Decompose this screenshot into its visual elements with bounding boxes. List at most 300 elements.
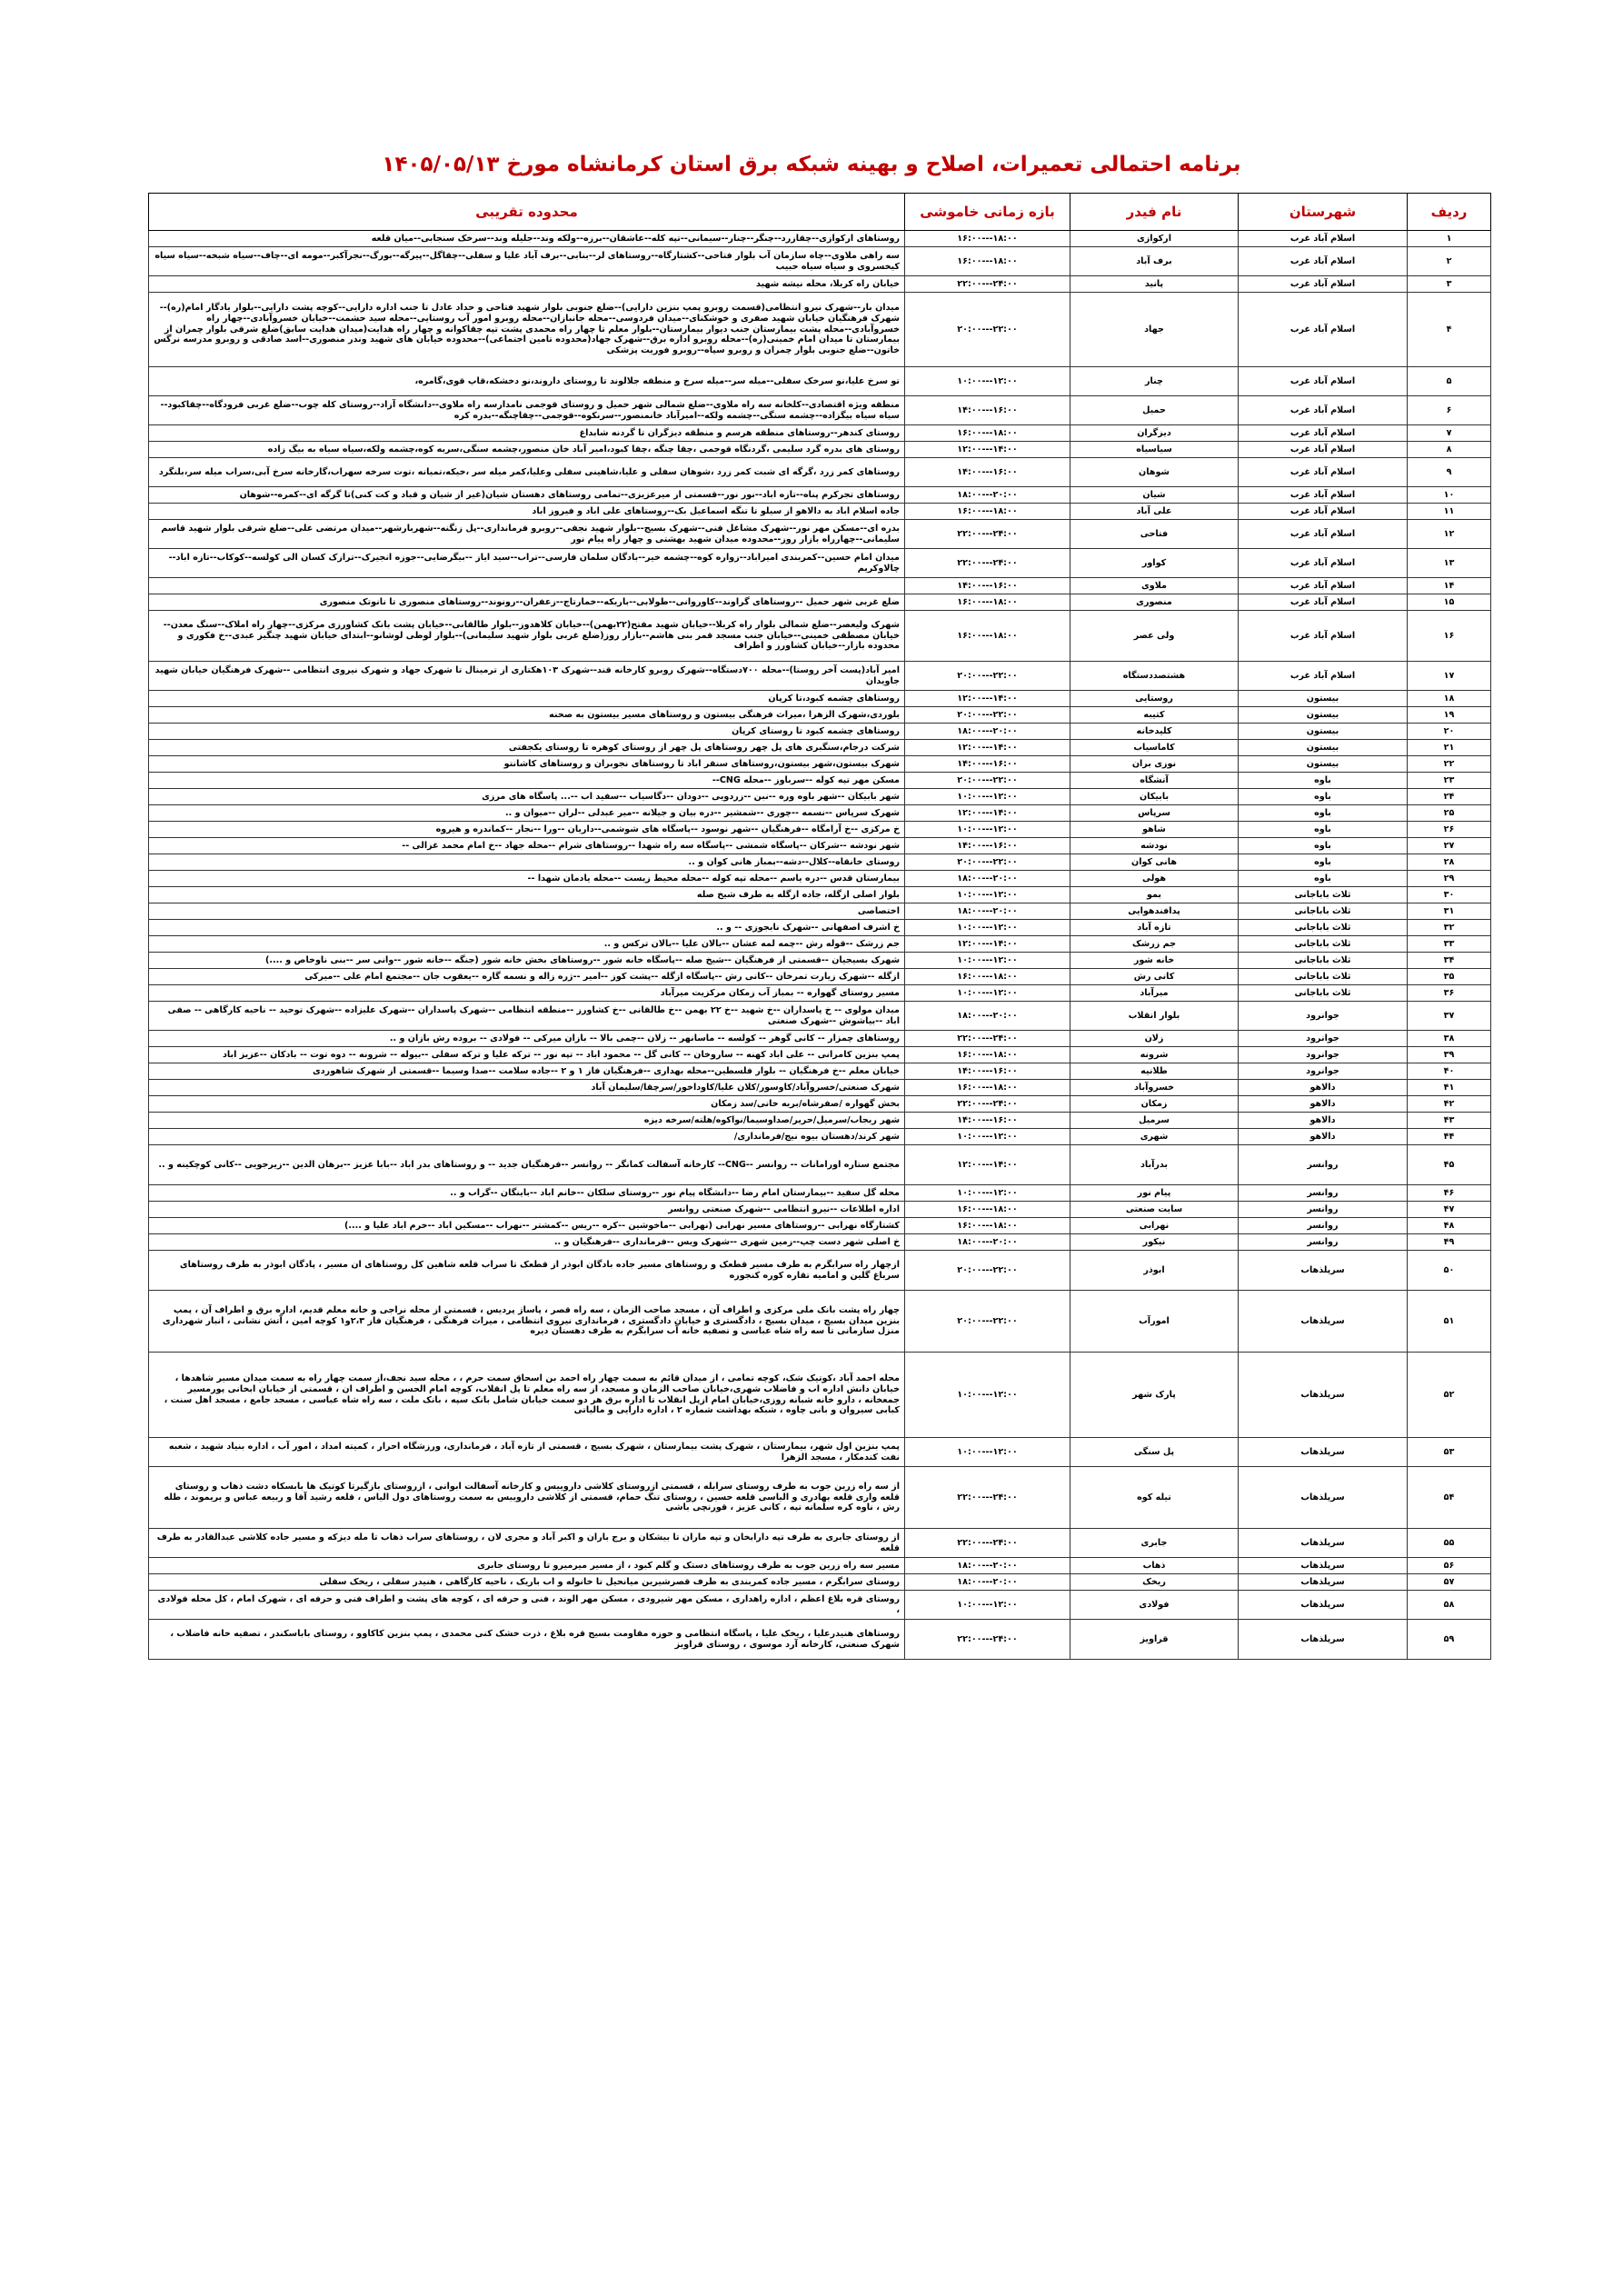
- city-cell: سرپلذهاب: [1239, 1438, 1408, 1467]
- table-row: [149, 1558, 1491, 1574]
- time-range-cell: ۱۰:۰۰---۱۲:۰۰: [905, 1185, 1070, 1202]
- time-range-cell: ۱۴:۰۰---۱۶:۰۰: [905, 838, 1070, 854]
- row-number-cell: ۲۳: [1408, 773, 1491, 789]
- area-cell: بدره ای--مسکن مهر نور--شهرک مشاغل فنی--شهرک بسیج--بلوار شهید نجفی--روبرو فرمانداری--پل زنگنه--شهربارشهر--میدان مرتضی علی--ضلع شرقی بلوار شهید قاسم سلیمانی--چهارراه بازار روز--محدوده میدان شهید بهشتی و چهار راه پیام نور: [149, 520, 905, 549]
- city-cell: روانسر: [1239, 1218, 1408, 1234]
- feeder-cell: دیزگران: [1070, 425, 1239, 442]
- table-row: [149, 396, 1491, 425]
- feeder-cell: کتیبه: [1070, 707, 1239, 724]
- feeder-cell: پانید: [1070, 276, 1239, 293]
- table-row: [149, 549, 1491, 578]
- table-header-row: [149, 194, 1491, 231]
- table-row: [149, 903, 1491, 920]
- city-cell: اسلام آباد غرب: [1239, 276, 1408, 293]
- city-cell: باوه: [1239, 854, 1408, 871]
- header-city: شهرستان: [1239, 194, 1408, 231]
- header-row-number: ردیف: [1408, 194, 1491, 231]
- table-row: [149, 594, 1491, 611]
- table-row: [149, 936, 1491, 953]
- time-range-cell: ۱۸:۰۰---۲۰:۰۰: [905, 1002, 1070, 1031]
- time-range-cell: ۱۸:۰۰---۲۰:۰۰: [905, 724, 1070, 740]
- area-cell: محله گل سفید --بیمارستان امام رضا --دانشگاه پیام نور --روستای سلکان --خانم اباد --باینگان --گراب و ..: [149, 1185, 905, 1202]
- city-cell: جوانرود: [1239, 1002, 1408, 1031]
- feeder-cell: کاماسیاب: [1070, 740, 1239, 756]
- feeder-cell: علی آباد: [1070, 504, 1239, 520]
- area-cell: شهرک سرپاس --نسمه --چوری --شمشیر --دره بیان و جیلانه --میر عبدلی --لران --میوان و ..: [149, 805, 905, 822]
- feeder-cell: سرمیل: [1070, 1113, 1239, 1129]
- row-number-cell: ۴۵: [1408, 1145, 1491, 1185]
- area-cell: بیمارستان قدس --دره یاسم --محله تپه کوله --محله محیط زیست --محله یادمان شهدا --: [149, 871, 905, 887]
- time-range-cell: ۱۰:۰۰---۱۲:۰۰: [905, 953, 1070, 969]
- row-number-cell: ۶: [1408, 396, 1491, 425]
- table-row: [149, 1129, 1491, 1145]
- row-number-cell: ۳: [1408, 276, 1491, 293]
- header-feeder: نام فیدر: [1070, 194, 1239, 231]
- city-cell: جوانرود: [1239, 1063, 1408, 1080]
- row-number-cell: ۳۳: [1408, 936, 1491, 953]
- city-cell: روانسر: [1239, 1145, 1408, 1185]
- feeder-cell: کلیدخانه: [1070, 724, 1239, 740]
- row-number-cell: ۳۰: [1408, 887, 1491, 903]
- table-row: [149, 969, 1491, 985]
- feeder-cell: زمکان: [1070, 1096, 1239, 1113]
- city-cell: اسلام آباد غرب: [1239, 504, 1408, 520]
- city-cell: روانسر: [1239, 1202, 1408, 1218]
- time-range-cell: ۱۴:۰۰---۱۶:۰۰: [905, 578, 1070, 594]
- city-cell: باوه: [1239, 838, 1408, 854]
- time-range-cell: ۱۰:۰۰---۱۲:۰۰: [905, 367, 1070, 396]
- city-cell: اسلام آباد غرب: [1239, 367, 1408, 396]
- table-row: [149, 1234, 1491, 1251]
- table-row: [149, 1080, 1491, 1096]
- feeder-cell: آتشگاه: [1070, 773, 1239, 789]
- table-row: [149, 611, 1491, 662]
- table-row: [149, 1218, 1491, 1234]
- feeder-cell: سایت صنعتی: [1070, 1202, 1239, 1218]
- city-cell: جوانرود: [1239, 1031, 1408, 1047]
- table-row: [149, 854, 1491, 871]
- feeder-cell: شاهو: [1070, 822, 1239, 838]
- feeder-cell: بمو: [1070, 887, 1239, 903]
- table-row: [149, 953, 1491, 969]
- feeder-cell: قراویز: [1070, 1620, 1239, 1660]
- time-range-cell: ۲۲:۰۰---۲۴:۰۰: [905, 1529, 1070, 1558]
- city-cell: اسلام آباد غرب: [1239, 611, 1408, 662]
- row-number-cell: ۵۶: [1408, 1558, 1491, 1574]
- table-row: [149, 1438, 1491, 1467]
- feeder-cell: سیاسیاه: [1070, 442, 1239, 458]
- time-range-cell: ۱۰:۰۰---۱۲:۰۰: [905, 822, 1070, 838]
- table-row: [149, 293, 1491, 367]
- time-range-cell: ۲۲:۰۰---۲۴:۰۰: [905, 1467, 1070, 1529]
- row-number-cell: ۵: [1408, 367, 1491, 396]
- row-number-cell: ۹: [1408, 458, 1491, 487]
- table-row: [149, 740, 1491, 756]
- time-range-cell: ۱۸:۰۰---۲۰:۰۰: [905, 1574, 1070, 1591]
- time-range-cell: ۱۴:۰۰---۱۶:۰۰: [905, 396, 1070, 425]
- time-range-cell: ۱۶:۰۰---۱۸:۰۰: [905, 611, 1070, 662]
- area-cell: روستاهای چمزار -- کانی گوهر -- کولسه -- ماسانهر -- زلان --چمی بالا -- بازان میرکی -- فولادی -- بروده رش بازان و ..: [149, 1031, 905, 1047]
- area-cell: کشتارگاه نهرابی --روستاهای مسیر نهرابی (نهرابی --ماخوشین --کره --ریس --کمشتر --نهراب --مسکین اباد --خرم اباد علیا و ....): [149, 1218, 905, 1234]
- table-row: [149, 1113, 1491, 1129]
- table-row: [149, 367, 1491, 396]
- feeder-cell: بابیکان: [1070, 789, 1239, 805]
- city-cell: باوه: [1239, 805, 1408, 822]
- table-row: [149, 822, 1491, 838]
- row-number-cell: ۴۴: [1408, 1129, 1491, 1145]
- table-row: [149, 1251, 1491, 1291]
- table-row: [149, 1467, 1491, 1529]
- city-cell: ثلاث باباجانی: [1239, 903, 1408, 920]
- feeder-cell: فولادی: [1070, 1591, 1239, 1620]
- feeder-cell: بلوار انقلاب: [1070, 1002, 1239, 1031]
- feeder-cell: کواور: [1070, 549, 1239, 578]
- row-number-cell: ۳۱: [1408, 903, 1491, 920]
- area-cell: ازچهار راه سرابگرم به طرف مسیر قطعک و روستاهای مسیر جاده بادگان ابوذر از قطعک تا سراب قلعه شاهین کل روستاهای ان مسیر ، پادگان ابوذر به طرف روستاهای سرباغ گلین و امامیه تقاره کوره کنجوره: [149, 1251, 905, 1291]
- feeder-cell: نیکور: [1070, 1234, 1239, 1251]
- table-row: [149, 756, 1491, 773]
- city-cell: ثلاث باباجانی: [1239, 936, 1408, 953]
- table-row: [149, 425, 1491, 442]
- area-cell: ضلع غربی شهر حمیل --روستاهای گراوند--کاوروانی--طولابی--باریکه--خمارتاج--زعفران--رونوند--روستاهای منصوری تا نانوتک منصوری: [149, 594, 905, 611]
- row-number-cell: ۵۷: [1408, 1574, 1491, 1591]
- row-number-cell: ۲۷: [1408, 838, 1491, 854]
- row-number-cell: ۴۸: [1408, 1218, 1491, 1234]
- table-row: [149, 1185, 1491, 1202]
- time-range-cell: ۱۶:۰۰---۱۸:۰۰: [905, 594, 1070, 611]
- table-row: [149, 1096, 1491, 1113]
- city-cell: جوانرود: [1239, 1047, 1408, 1063]
- feeder-cell: هانی کوان: [1070, 854, 1239, 871]
- area-cell: مسیر روستای گهواره -- بمباز آب زمکان مرکزیت میرآباد: [149, 985, 905, 1002]
- feeder-cell: تیله کوه: [1070, 1467, 1239, 1529]
- area-cell: اختصاصی: [149, 903, 905, 920]
- table-row: [149, 805, 1491, 822]
- time-range-cell: ۱۰:۰۰---۱۲:۰۰: [905, 1353, 1070, 1438]
- city-cell: باوه: [1239, 789, 1408, 805]
- row-number-cell: ۵۰: [1408, 1251, 1491, 1291]
- time-range-cell: ۲۰:۰۰---۲۲:۰۰: [905, 662, 1070, 691]
- row-number-cell: ۲: [1408, 247, 1491, 276]
- row-number-cell: ۵۱: [1408, 1291, 1491, 1353]
- feeder-cell: هشتصددستگاه: [1070, 662, 1239, 691]
- row-number-cell: ۳۹: [1408, 1047, 1491, 1063]
- area-cell: روستای قره بلاغ اعظم ، اداره راهداری ، مسکن مهر شیرودی ، مسکن مهر الوند ، فنی و حرفه ای ، کوچه های پشت و اطراف فنی و حرفه ای ، شهرک امام ، کل محله فولادی ،: [149, 1591, 905, 1620]
- table-row: [149, 1291, 1491, 1353]
- feeder-cell: جابری: [1070, 1529, 1239, 1558]
- area-cell: از روستای جابری به طرف تپه دارابخان و تپه ماران تا بیشکان و برج باران و اکبر آباد و مجری لان ، روستاهای سراب ذهاب تا مله دیزکه و مسیر جاده کلاشی عبدالقادر به طرف قلعه: [149, 1529, 905, 1558]
- time-range-cell: ۱۲:۰۰---۱۴:۰۰: [905, 1145, 1070, 1185]
- city-cell: بیستون: [1239, 707, 1408, 724]
- area-cell: از سه راه زرین جوب به طرف روستای سرابله ، قسمتی ازروستای کلاشی داروییس و کارخانه آسفالت ابوانی ، ازروستای بازگیرتا کوتیک ها بابسکاه دشت ذهاب و روستای قلعه واری قلعه بهادری و الیاسی قلعه حسین ، روستای تنگ حمام، قسمتی از کلاشی داروییس به سمت روستاهای دول الیاس ، قلعه رشید آقا و ربیعه عباس و بریموند ، طله رش ، ناوه کره سلمانه تپه ، کانی عزیز ، قورنچی باشی: [149, 1467, 905, 1529]
- feeder-cell: نهرابی: [1070, 1218, 1239, 1234]
- row-number-cell: ۵۳: [1408, 1438, 1491, 1467]
- row-number-cell: ۸: [1408, 442, 1491, 458]
- table-row: [149, 887, 1491, 903]
- table-row: [149, 247, 1491, 276]
- time-range-cell: ۲۰:۰۰---۲۲:۰۰: [905, 707, 1070, 724]
- time-range-cell: ۱۰:۰۰---۱۲:۰۰: [905, 887, 1070, 903]
- feeder-cell: ابوذر: [1070, 1251, 1239, 1291]
- city-cell: اسلام آباد غرب: [1239, 458, 1408, 487]
- feeder-cell: ارکوازی: [1070, 231, 1239, 247]
- time-range-cell: ۱۶:۰۰---۱۸:۰۰: [905, 969, 1070, 985]
- area-cell: روستاهای تجرکرم پناه--تازه اباد--نور نور--قسمتی از میرعزیزی--تمامی روستاهای دهستان شیان(غیر از شیان و قباد و کت کنی)تا گرگه ای--کمره--شوهان: [149, 487, 905, 504]
- time-range-cell: ۱۸:۰۰---۲۰:۰۰: [905, 903, 1070, 920]
- row-number-cell: ۲۲: [1408, 756, 1491, 773]
- area-cell: شهرک صنعتی/خسروآباد/کاوسور/کلان علیا/کاوداخور/سرچقا/سلیمان آباد: [149, 1080, 905, 1096]
- row-number-cell: ۴: [1408, 293, 1491, 367]
- city-cell: اسلام آباد غرب: [1239, 396, 1408, 425]
- area-cell: روستای خانقاه--کلال--دشه--بمباز هانی کوان و ..: [149, 854, 905, 871]
- area-cell: [149, 578, 905, 594]
- area-cell: روستای سرابگرم ، مسیر جاده کمربندی به طرف قصرشیرین میانحیل تا خانوله و اب باریک ، ناحیه کارگاهی ، هنیدر سفلی ، ریخک سفلی: [149, 1574, 905, 1591]
- area-cell: میدان مولوی -- خ پاسداران --خ شهید --خ ۲۲ بهمن --خ طالقانی --خ کشاورز --منطقه انتظامی --شهرک پاسداران --شهرک علیزاده --شهرک توحید -- ناحیه کارگاهی -- صفی اباد --بیاشوش --شهرک صنعتی: [149, 1002, 905, 1031]
- area-cell: تو سرخ علیا،نو سرخک سفلی--میله سر--میله سرخ و منطقه جلالوند تا روستای داروند،نو دخشکه،قاپ قوی،گامره،: [149, 367, 905, 396]
- area-cell: جم زرشک --قوله رش --چمه لمه عشان --بالان علیا --بالان ترکس و ..: [149, 936, 905, 953]
- area-cell: بلوار اصلی ازگله، جاده ازگله به طرف شیخ صله: [149, 887, 905, 903]
- row-number-cell: ۴۷: [1408, 1202, 1491, 1218]
- table-row: [149, 662, 1491, 691]
- feeder-cell: خانه شور: [1070, 953, 1239, 969]
- row-number-cell: ۲۰: [1408, 724, 1491, 740]
- city-cell: اسلام آباد غرب: [1239, 487, 1408, 504]
- row-number-cell: ۴۱: [1408, 1080, 1491, 1096]
- row-number-cell: ۳۸: [1408, 1031, 1491, 1047]
- city-cell: سرپلذهاب: [1239, 1291, 1408, 1353]
- time-range-cell: ۲۲:۰۰---۲۴:۰۰: [905, 520, 1070, 549]
- row-number-cell: ۲۹: [1408, 871, 1491, 887]
- area-cell: روستاهای چشمه کبود تا روستای کرپان: [149, 724, 905, 740]
- row-number-cell: ۴۰: [1408, 1063, 1491, 1080]
- table-row: [149, 578, 1491, 594]
- feeder-cell: پیام نور: [1070, 1185, 1239, 1202]
- time-range-cell: ۱۶:۰۰---۱۸:۰۰: [905, 1080, 1070, 1096]
- time-range-cell: ۲۲:۰۰---۲۴:۰۰: [905, 1031, 1070, 1047]
- row-number-cell: ۳۵: [1408, 969, 1491, 985]
- row-number-cell: ۳۴: [1408, 953, 1491, 969]
- city-cell: سرپلذهاب: [1239, 1558, 1408, 1574]
- table-row: [149, 1591, 1491, 1620]
- time-range-cell: ۱۴:۰۰---۱۶:۰۰: [905, 1113, 1070, 1129]
- city-cell: ثلاث باباجانی: [1239, 953, 1408, 969]
- feeder-cell: نوزی بران: [1070, 756, 1239, 773]
- feeder-cell: خسروآباد: [1070, 1080, 1239, 1096]
- time-range-cell: ۱۰:۰۰---۱۲:۰۰: [905, 1129, 1070, 1145]
- area-cell: شهرک بسیجیان --قسمتی از فرهنگیان --شیخ صله --پاسگاه خانه شور --روستاهای بخش خانه شور (جنگه --خانه شور --وانی سر --بنی ناوخاص و ....): [149, 953, 905, 969]
- area-cell: روستاهای کمر زرد ،گرگه ای شبت کمر زرد ،شوهان سفلی و علیا،شاهینی سفلی وعلیا،کمر میله سر ،خیکه،تمیانه ،توت سرخه سهراب،گارخانه سرخ آبی،سراب میله سر،بلنگرد: [149, 458, 905, 487]
- city-cell: سرپلذهاب: [1239, 1591, 1408, 1620]
- city-cell: باوه: [1239, 822, 1408, 838]
- table-row: [149, 487, 1491, 504]
- time-range-cell: ۲۰:۰۰---۲۲:۰۰: [905, 1291, 1070, 1353]
- feeder-cell: چنار: [1070, 367, 1239, 396]
- outage-schedule-table: [148, 193, 1491, 1660]
- area-cell: سه راهی ملاوی--چاه سازمان آب بلوار فتاحی--کشتارگاه--روستاهای لر--بنابی--برف آباد علیا و سفلی--چقاگل--پیرگه--بورگ--نجرآکبر--مومه ای--چاف--سیاه شبخه--سیاه سیاه کیخسروی و سیاه سیاه حبیب: [149, 247, 905, 276]
- feeder-cell: ولی عصر: [1070, 611, 1239, 662]
- area-cell: شهر ریجاب/سرمیل/حریر/صداوسیما/نواکوه/هلته/سرخه دیزه: [149, 1113, 905, 1129]
- area-cell: پمپ بنزین اول شهر، بیمارستان ، شهرک پشت بیمارستان ، شهرک بسیج ، قسمتی از تازه آباد ، فرمانداری، ورزشگاه احرار ، کمیته امداد ، امور آب ، اداره بنیاد شهید ، شعبه نفت کندمکار ، مسجد الزهرا: [149, 1438, 905, 1467]
- feeder-cell: میرآباد: [1070, 985, 1239, 1002]
- city-cell: اسلام آباد غرب: [1239, 594, 1408, 611]
- city-cell: اسلام آباد غرب: [1239, 442, 1408, 458]
- area-cell: اداره اطلاعات --نیرو انتظامی --شهرک صنعتی روانسر: [149, 1202, 905, 1218]
- city-cell: اسلام آباد غرب: [1239, 662, 1408, 691]
- time-range-cell: ۱۶:۰۰---۱۸:۰۰: [905, 425, 1070, 442]
- row-number-cell: ۱۲: [1408, 520, 1491, 549]
- time-range-cell: ۲۰:۰۰---۲۲:۰۰: [905, 1251, 1070, 1291]
- area-cell: شرکت درجام،سنگبری های پل چهر روستاهای پل چهر از روستای کوهره تا روستای یکجفتی: [149, 740, 905, 756]
- feeder-cell: ذهاب: [1070, 1558, 1239, 1574]
- feeder-cell: بدرآباد: [1070, 1145, 1239, 1185]
- document-title: برنامه احتمالی تعمیرات، اصلاح و بهینه شبکه برق استان کرمانشاه مورخ ۱۴۰۵/۰۵/۱۳: [382, 153, 1241, 176]
- area-cell: بخش گهواره /صفرشاه/بریه خانی/سد زمکان: [149, 1096, 905, 1113]
- time-range-cell: ۲۰:۰۰---۲۲:۰۰: [905, 293, 1070, 367]
- city-cell: دالاهو: [1239, 1096, 1408, 1113]
- row-number-cell: ۳۶: [1408, 985, 1491, 1002]
- city-cell: باوه: [1239, 871, 1408, 887]
- city-cell: باوه: [1239, 773, 1408, 789]
- city-cell: سرپلذهاب: [1239, 1620, 1408, 1660]
- feeder-cell: زلان: [1070, 1031, 1239, 1047]
- row-number-cell: ۱: [1408, 231, 1491, 247]
- time-range-cell: ۱۲:۰۰---۱۴:۰۰: [905, 691, 1070, 707]
- city-cell: دالاهو: [1239, 1129, 1408, 1145]
- city-cell: اسلام آباد غرب: [1239, 578, 1408, 594]
- row-number-cell: ۲۸: [1408, 854, 1491, 871]
- city-cell: ثلاث باباجانی: [1239, 985, 1408, 1002]
- table-row: [149, 838, 1491, 854]
- row-number-cell: ۷: [1408, 425, 1491, 442]
- feeder-cell: شهری: [1070, 1129, 1239, 1145]
- city-cell: اسلام آباد غرب: [1239, 293, 1408, 367]
- row-number-cell: ۳۲: [1408, 920, 1491, 936]
- row-number-cell: ۵۹: [1408, 1620, 1491, 1660]
- area-cell: روستاهای چشمه کبود،تا کرپان: [149, 691, 905, 707]
- table-row: [149, 1002, 1491, 1031]
- row-number-cell: ۵۵: [1408, 1529, 1491, 1558]
- time-range-cell: ۲۲:۰۰---۲۴:۰۰: [905, 1620, 1070, 1660]
- area-cell: روستاهای ارکوازی--چقازرد--چنگر--چنار--سیمانی--تپه کله--عاشقان--برزه--ولکه وند--جلیله وند--سرخک سنجابی--میان قلعه: [149, 231, 905, 247]
- feeder-cell: ملاوی: [1070, 578, 1239, 594]
- time-range-cell: ۱۸:۰۰---۲۰:۰۰: [905, 1234, 1070, 1251]
- row-number-cell: ۵۸: [1408, 1591, 1491, 1620]
- feeder-cell: ریخک: [1070, 1574, 1239, 1591]
- time-range-cell: ۱۴:۰۰---۱۶:۰۰: [905, 1063, 1070, 1080]
- time-range-cell: ۱۶:۰۰---۱۸:۰۰: [905, 1218, 1070, 1234]
- feeder-cell: پدافندهوایی: [1070, 903, 1239, 920]
- area-cell: خ اصلی شهر دست چپ--زمین شهری --شهرک ویس --فرمانداری --فرهنگیان و ..: [149, 1234, 905, 1251]
- table-body: [149, 231, 1491, 1660]
- area-cell: ازگله --شهرک زیارت تمرخان --کانی رش --پاسگاه ازگله --پشت کوز --امیر --ژره زاله و نسمه گاره --یعقوب جان --مجتمع امام علی --میرکی: [149, 969, 905, 985]
- city-cell: بیستون: [1239, 756, 1408, 773]
- feeder-cell: فتاحی: [1070, 520, 1239, 549]
- area-cell: خیابان راه کربلا، محله نیشه شهید: [149, 276, 905, 293]
- feeder-cell: سرپاس: [1070, 805, 1239, 822]
- area-cell: جاده اسلام اباد به دالاهو از سیلو تا تنگه اسماعیل بک--روستاهای علی اباد و فیروز اباد: [149, 504, 905, 520]
- city-cell: اسلام آباد غرب: [1239, 520, 1408, 549]
- row-number-cell: ۴۶: [1408, 1185, 1491, 1202]
- row-number-cell: ۳۷: [1408, 1002, 1491, 1031]
- row-number-cell: ۱۵: [1408, 594, 1491, 611]
- time-range-cell: ۲۲:۰۰---۲۴:۰۰: [905, 1096, 1070, 1113]
- city-cell: ثلاث باباجانی: [1239, 887, 1408, 903]
- feeder-cell: طلانیه: [1070, 1063, 1239, 1080]
- city-cell: روانسر: [1239, 1234, 1408, 1251]
- row-number-cell: ۴۳: [1408, 1113, 1491, 1129]
- city-cell: بیستون: [1239, 740, 1408, 756]
- area-cell: شهر کرند/دهستان بیوه نیج/فرمانداری/: [149, 1129, 905, 1145]
- feeder-cell: پل سنگی: [1070, 1438, 1239, 1467]
- table-row: [149, 520, 1491, 549]
- time-range-cell: ۱۶:۰۰---۱۸:۰۰: [905, 504, 1070, 520]
- area-cell: میدان امام حسین--کمربندی امیراباد--زواره کوه--چشمه خیر--بادگان سلمان فارسی--تراب--سید ایاز --بیگرضایی--جوزه انجیرک--ترازک کسان الی کولسه--کوکاب--تازه اباد--چالاوکریم: [149, 549, 905, 578]
- table-row: [149, 1202, 1491, 1218]
- row-number-cell: ۱۰: [1408, 487, 1491, 504]
- header-time: بازه زمانی خاموشی: [905, 194, 1070, 231]
- feeder-cell: جهاد: [1070, 293, 1239, 367]
- city-cell: اسلام آباد غرب: [1239, 231, 1408, 247]
- city-cell: بیستون: [1239, 724, 1408, 740]
- area-cell: مسیر سه راه زرین جوب به طرف روستاهای دستک و گلم کبود ، از مسیر میرمیرو تا روستای جابری: [149, 1558, 905, 1574]
- city-cell: اسلام آباد غرب: [1239, 247, 1408, 276]
- time-range-cell: ۱۶:۰۰---۱۸:۰۰: [905, 231, 1070, 247]
- table-row: [149, 1031, 1491, 1047]
- city-cell: ثلاث باباجانی: [1239, 920, 1408, 936]
- table-row: [149, 1620, 1491, 1660]
- area-cell: منطقه ویژه اقتصادی--کلخانه سه راه ملاوی--ضلع شمالی شهر حمیل و روستای قوجمی نامدارسه راه ملاوی--دانشگاه آزاد--روستای کله چوب--ضلع غربی فرودگاه--چقاکبود--سیاه سیاه بیگزاده--چشمه سنگی--چشمه ولکه--امیرآباد خانمنصور--سرنکوه--قوجمی--چقاچنگه--بدره کره: [149, 396, 905, 425]
- time-range-cell: ۱۴:۰۰---۱۶:۰۰: [905, 458, 1070, 487]
- time-range-cell: ۱۶:۰۰---۱۸:۰۰: [905, 1202, 1070, 1218]
- feeder-cell: حمیل: [1070, 396, 1239, 425]
- area-cell: روستای کندهر--روستاهای منطقه هرسم و منطقه دیزگران تا گردنه شابداغ: [149, 425, 905, 442]
- feeder-cell: شرونه: [1070, 1047, 1239, 1063]
- area-cell: خیابان معلم --خ فرهنگیان -- بلوار فلسطین--محله بهداری --فرهنگیان فاز ۱ و ۲ --جاده سلامت --صدا وسیما --قسمتی از شهرک شاهوردی: [149, 1063, 905, 1080]
- row-number-cell: ۱۷: [1408, 662, 1491, 691]
- city-cell: بیستون: [1239, 691, 1408, 707]
- time-range-cell: ۱۰:۰۰---۱۲:۰۰: [905, 920, 1070, 936]
- table-row: [149, 985, 1491, 1002]
- area-cell: محله احمد آباد ،کوتیک شک، کوچه تمامی ، از میدان قائم به سمت چهار راه احمد بن اسحاق سمت حرم ، ، محله سید نجف،از سمت چهار راه به سمت میدان مسیر شاهدها ، خیابان دانش اداره اب و فاضلاب شهری،خیابان صاحب الزمان و مسجد، از سه راه معلم تا پل انقلاب، کوچه امام الحسن و اطراف ان ، قسمتی از خیابان ابخانی پورمسیر جمعخانه ، دارو خانه شبانه روزی،خیابان امام ازپل انقلاب تا اداره برق هر دو سمت خیابان شامل بانک سپه ، بانک ملت ، سه راه شاه عباسی ، مسجد جامع ، مسجد اهل سنت ، کبابی سیروان و بانی چاوه ، شبکه بهداشت شماره ۲ ، اداره دارایی و مالیاتی: [149, 1353, 905, 1438]
- area-cell: چهار راه پشت بانک ملی مرکزی و اطراف آن ، مسجد صاحب الزمان ، سه راه قصر ، پاساژ پردیس ، قسمتی از محله نراجی و خانه معلم قدیم، اداره برق و اطراف آن ، پمپ بنزین میدان بسیج ، میدان بسیج ، دادگستری و خیابان دادگستری ، فرمانداری نیروی انتظامی ، میراث فرهنگی ، فرهنگیان فاز ۲،۳و۱ کوچه امین ، آتش نشانی ، انبار شهرداری منزل سازمانی تا سه راه شاه عباسی و تصفیه خانه آب سرابگرم به طرف دهستان دیره: [149, 1291, 905, 1353]
- table-row: [149, 707, 1491, 724]
- time-range-cell: ۱۰:۰۰---۱۲:۰۰: [905, 985, 1070, 1002]
- row-number-cell: ۲۱: [1408, 740, 1491, 756]
- row-number-cell: ۵۴: [1408, 1467, 1491, 1529]
- table-row: [149, 231, 1491, 247]
- time-range-cell: ۱۶:۰۰---۱۸:۰۰: [905, 1047, 1070, 1063]
- time-range-cell: ۲۲:۰۰---۲۴:۰۰: [905, 276, 1070, 293]
- feeder-cell: روستایی: [1070, 691, 1239, 707]
- time-range-cell: ۱۲:۰۰---۱۴:۰۰: [905, 442, 1070, 458]
- area-cell: شهر بابیکان --شهر باوه وره --نبن --زردویی --دودان --دگاسیاب --سفید اب --... پاسگاه های مرزی: [149, 789, 905, 805]
- city-cell: اسلام آباد غرب: [1239, 425, 1408, 442]
- time-range-cell: ۲۲:۰۰---۲۴:۰۰: [905, 549, 1070, 578]
- time-range-cell: ۲۰:۰۰---۲۲:۰۰: [905, 773, 1070, 789]
- table-row: [149, 1047, 1491, 1063]
- table-row: [149, 871, 1491, 887]
- time-range-cell: ۱۰:۰۰---۱۲:۰۰: [905, 789, 1070, 805]
- table-row: [149, 724, 1491, 740]
- city-cell: سرپلذهاب: [1239, 1574, 1408, 1591]
- area-cell: امیر آباد(پست آخر روستا)--محله ۷۰۰دستگاه--شهرک روبرو کارخانه قند--شهرک ۱۰۳هکتاری از ترمینال تا شهرک جهاد و شهرک نیروی انتظامی --شهرک فرهنگیان خیابان شهید جاویدان: [149, 662, 905, 691]
- table-row: [149, 1529, 1491, 1558]
- header-area: محدوده تقریبی: [149, 194, 905, 231]
- area-cell: شهر نودشه --شرکان --پاسگاه شمشی --پاسگاه سه راه شهدا --روستاهای شرام --محله جهاد --خ امام محمد غزالی --: [149, 838, 905, 854]
- feeder-cell: شیان: [1070, 487, 1239, 504]
- table-row: [149, 773, 1491, 789]
- feeder-cell: کانی رش: [1070, 969, 1239, 985]
